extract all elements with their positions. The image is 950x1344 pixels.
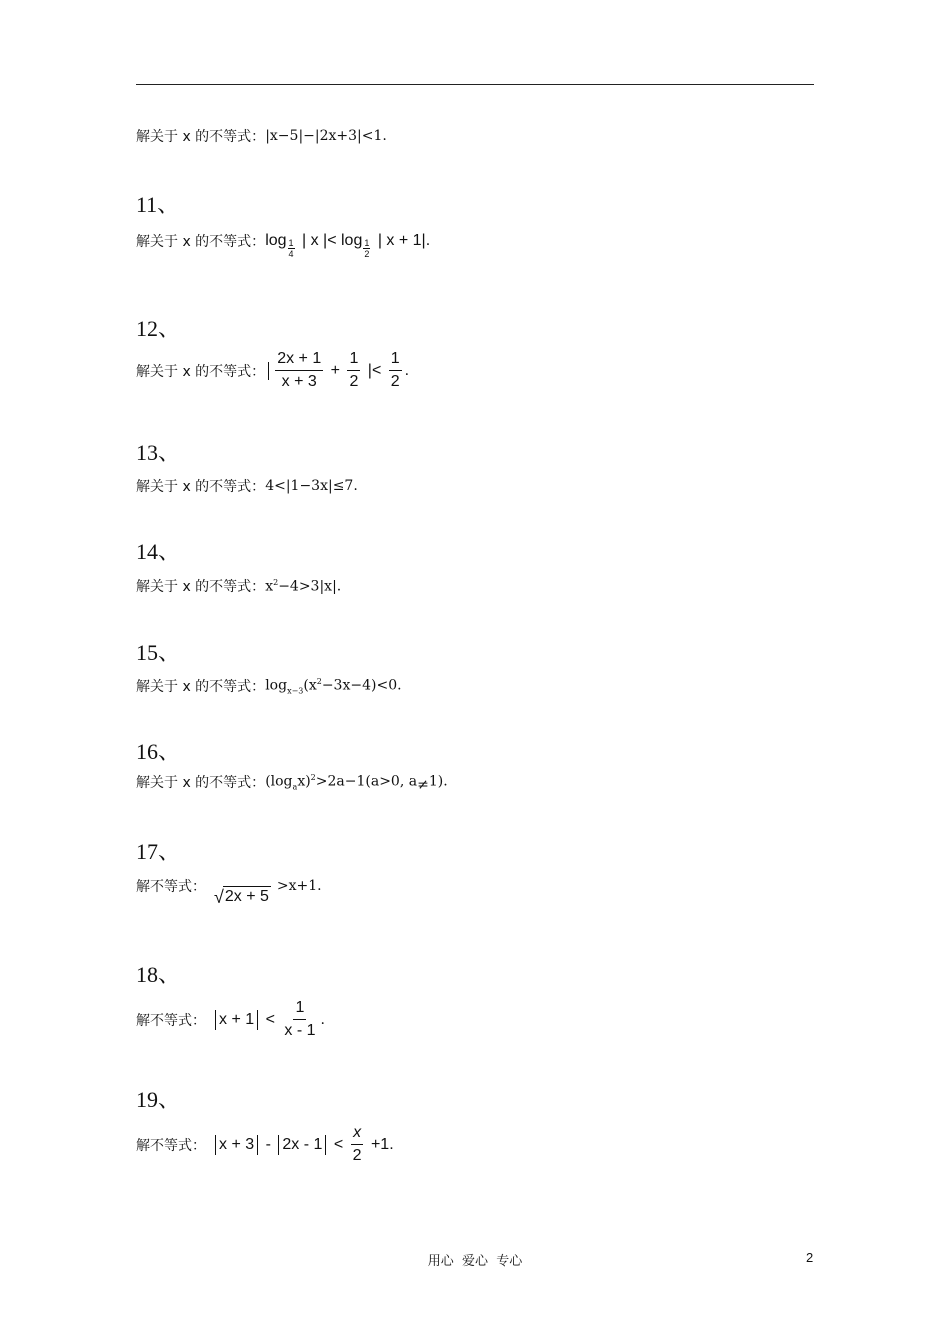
math-text: x	[265, 578, 274, 595]
fraction-numerator: 1	[389, 350, 402, 371]
footer-motto: 用心 爱心 专心	[427, 1254, 523, 1269]
problem-number-15: 15、	[136, 640, 181, 665]
abs-bar	[257, 1010, 258, 1030]
fraction	[347, 350, 360, 391]
math-text: x)	[297, 773, 311, 790]
problem-19-expression	[212, 1124, 394, 1165]
problem-number-18: 18、	[136, 962, 181, 987]
radical-sign: √	[214, 887, 224, 907]
log-base-fraction	[363, 238, 370, 259]
problem-18-line	[136, 999, 325, 1040]
subscript: x−3	[287, 686, 304, 696]
problem-14-expression	[265, 578, 341, 595]
superscript: 2	[273, 577, 279, 587]
problem-number-16: 16、	[136, 739, 181, 764]
fraction-denominator: 2	[349, 373, 359, 390]
superscript: 2	[316, 676, 322, 686]
page-number: 2	[806, 1250, 814, 1265]
math-text: | x + 1|	[373, 231, 426, 249]
problem-lead: 解关于 x 的不等式：	[136, 679, 266, 695]
math-text: (x	[303, 677, 317, 694]
problem-17-line	[136, 876, 322, 907]
not-equal-symbol: ≠	[417, 777, 429, 794]
problem-number-17: 17、	[136, 839, 181, 864]
fraction	[282, 999, 317, 1040]
period: .	[425, 232, 431, 249]
problem-lead: 解关于 x 的不等式：	[136, 579, 266, 595]
abs-bar	[325, 1135, 326, 1155]
abs-bar	[215, 1010, 216, 1030]
fraction-numerator: 1	[347, 350, 360, 371]
problem-12-expression	[265, 350, 409, 391]
problem-11-expression	[265, 230, 431, 259]
abs-bar	[268, 362, 269, 380]
math-text: -	[261, 1135, 276, 1153]
abs-bar	[257, 1135, 258, 1155]
square-root	[214, 886, 271, 906]
math-text: (log	[265, 773, 293, 790]
math-text: −3x−4)<0.	[321, 677, 402, 694]
log-text: log	[341, 231, 363, 249]
fraction-denominator: x + 3	[281, 373, 317, 390]
period: .	[404, 362, 410, 379]
problem-number-11: 11、	[136, 192, 180, 217]
math-text: +	[326, 361, 345, 379]
log-text: log	[265, 231, 287, 249]
problem-16-expression	[265, 772, 448, 794]
fraction	[389, 350, 402, 391]
problem-lead: 解关于 x 的不等式：	[136, 233, 266, 250]
fraction-numerator: 1	[288, 238, 294, 248]
math-text: x + 3	[219, 1135, 255, 1153]
problem-lead: 解关于 x 的不等式：	[136, 129, 266, 145]
problem-13-line	[136, 476, 358, 496]
problem-17-tail: >x+1.	[276, 878, 322, 894]
problem-15-line	[136, 676, 402, 696]
fraction-denominator: x - 1	[284, 1022, 316, 1039]
log-base-fraction	[288, 238, 295, 259]
problem-number-13: 13、	[136, 440, 181, 465]
radicand: 2x + 5	[224, 888, 269, 905]
problem-11-line	[136, 230, 431, 259]
problem-expression: |x−5|−|2x+3|<1.	[265, 128, 387, 144]
fraction-numerator: 2x + 1	[275, 350, 323, 371]
period: .	[320, 1011, 325, 1028]
math-text: |<	[363, 361, 386, 379]
math-text: 2x - 1	[282, 1135, 323, 1153]
problem-15-expression	[265, 677, 401, 695]
problem-19-line	[136, 1124, 394, 1165]
problem-lead: 解关于 x 的不等式：	[136, 775, 266, 791]
fraction-denominator: 2	[364, 249, 370, 259]
fraction-numerator: 1	[364, 238, 370, 248]
fraction-denominator: 4	[288, 249, 294, 259]
subscript: a	[292, 782, 298, 792]
math-text: | x |<	[297, 231, 341, 249]
problem-number-12: 12、	[136, 316, 181, 341]
problem-intro-line	[136, 126, 387, 146]
problem-lead: 解不等式：	[136, 1137, 206, 1154]
math-text: −4>3|x|.	[278, 578, 342, 595]
problem-number-19: 19、	[136, 1087, 181, 1112]
math-text: x + 1	[219, 1010, 255, 1028]
superscript: 2	[310, 772, 316, 782]
math-text: >2a−1(a>0, a	[315, 773, 418, 790]
abs-bar	[278, 1135, 279, 1155]
fraction-numerator: 1	[293, 999, 306, 1020]
math-text: +1.	[366, 1135, 394, 1153]
problem-12-line	[136, 350, 409, 391]
problem-13-expression: 4<|1−3x|≤7.	[265, 478, 358, 494]
math-text: <	[261, 1010, 280, 1028]
problem-17-radical	[214, 886, 271, 906]
fraction	[351, 1124, 364, 1165]
abs-bar	[215, 1135, 216, 1155]
problem-lead: 解关于 x 的不等式：	[136, 479, 266, 495]
math-text: log	[265, 677, 288, 694]
problem-16-line	[136, 772, 448, 792]
math-text: 1).	[428, 773, 448, 790]
header-rule	[136, 84, 814, 85]
problem-lead: 解关于 x 的不等式：	[136, 363, 266, 380]
fraction-numerator: x	[351, 1124, 363, 1145]
problem-18-expression	[212, 999, 325, 1040]
fraction-denominator: 2	[390, 373, 400, 390]
problem-lead: 解不等式：	[136, 1012, 206, 1029]
fraction	[275, 350, 323, 391]
problem-number-14: 14、	[136, 539, 181, 564]
math-text: <	[329, 1135, 348, 1153]
problem-14-line	[136, 576, 341, 596]
problem-lead: 解不等式：	[136, 879, 206, 895]
fraction-denominator: 2	[352, 1147, 362, 1164]
